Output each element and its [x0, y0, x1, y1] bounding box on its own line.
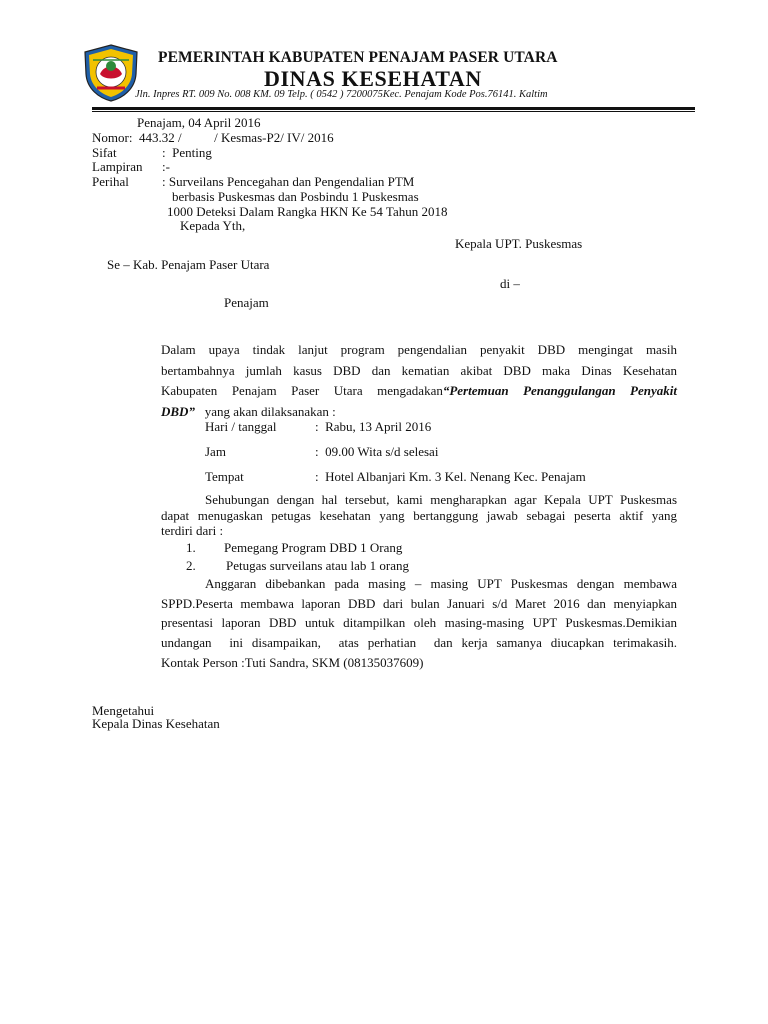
sifat-label: Sifat: [92, 145, 117, 160]
government-name: PEMERINTAH KABUPATEN PENAJAM PASER UTARA: [158, 49, 558, 66]
paragraph-line: SPPD.Peserta membawa laporan DBD dari bulan Januari s/d Maret 2016 dan menyiapkan: [161, 596, 677, 611]
paragraph-invitation: [161, 340, 677, 422]
list-item: Petugas surveilans atau lab 1 orang: [226, 558, 410, 573]
list-item: Pemegang Program DBD 1 Orang: [224, 540, 403, 555]
letterhead-rule-thick: [92, 107, 695, 110]
agency-address: Jln. Inpres RT. 009 No. 008 KM. 09 Telp. ( 0542 ) 7200075Kec. Penajam Kode Pos.76141. Kaltim: [135, 89, 548, 100]
agency-name: DINAS KESEHATAN: [264, 66, 482, 91]
paragraph-line: undangan ini disampaikan, atas perhatian dan kerja samanya diucapkan terimakasih.: [161, 635, 677, 650]
paragraph-line: Sehubungan dengan hal tersebut, kami mengharapkan agar Kepala UPT Puskesmas: [205, 492, 677, 507]
schedule-value: : Hotel Albanjari Km. 3 Kel. Nenang Kec. Penajam: [315, 469, 586, 484]
paragraph-line: Anggaran dibebankan pada masing – masing UPT Puskesmas dengan membawa: [205, 576, 677, 591]
schedule-value: : 09.00 Wita s/d selesai: [315, 444, 439, 459]
lampiran-value: :-: [162, 159, 170, 174]
list-number: 2.: [186, 558, 196, 573]
paragraph-line: presentasi laporan DBD untuk ditampilkan oleh masing-masing UPT Puskesmas.Demikian: [161, 615, 677, 630]
paragraph-text: yang akan dilaksanakan :: [204, 403, 336, 419]
paragraph-line: [161, 381, 677, 402]
kepada-yth: Kepada Yth,: [180, 218, 246, 233]
paragraph-line: bertambahnya jumlah kasus DBD dan kematian akibat DBD maka Dinas Kesehatan: [161, 362, 677, 378]
mengetahui: Mengetahui: [92, 703, 155, 718]
event-name: “Pertemuan Penanggulangan Penyakit: [442, 383, 677, 398]
place-date: Penajam, 04 April 2016: [137, 115, 261, 130]
nomor-label: Nomor:: [92, 130, 133, 145]
recipient-name: Kepala UPT. Puskesmas: [455, 236, 583, 251]
nomor-value: 443.32 / / Kesmas-P2/ IV/ 2016: [139, 130, 334, 145]
recipient-city: Penajam: [224, 295, 269, 310]
letterhead-rule-thin: [92, 111, 695, 112]
recipient-di: di –: [500, 276, 520, 291]
sifat-value: : Penting: [162, 145, 212, 160]
event-name: DBD”: [161, 403, 195, 419]
perihal-label: Perihal: [92, 174, 129, 189]
perihal-line: berbasis Puskesmas dan Posbindu 1 Puskesmas: [172, 189, 419, 204]
perihal-line: : Surveilans Pencegahan dan Pengendalian PTM: [162, 174, 415, 189]
schedule-label: Tempat: [205, 469, 244, 484]
lampiran-label: Lampiran: [92, 159, 143, 174]
schedule-label: Hari / tanggal: [205, 419, 277, 434]
perihal-line: 1000 Deteksi Dalam Rangka HKN Ke 54 Tahun 2018: [167, 204, 448, 219]
regency-emblem-icon: [83, 44, 139, 102]
recipient-region: Se – Kab. Penajam Paser Utara: [107, 257, 270, 272]
paragraph-line: terdiri dari :: [161, 523, 224, 538]
contact-person: Kontak Person :Tuti Sandra, SKM (08135037609): [161, 655, 424, 670]
list-number: 1.: [186, 540, 196, 555]
schedule-label: Jam: [205, 444, 226, 459]
paragraph-line: dapat menugaskan petugas kesehatan yang bertanggung jawab sebagai peserta aktif yang: [161, 508, 677, 523]
schedule-value: : Rabu, 13 April 2016: [315, 419, 432, 434]
paragraph-line: Dalam upaya tindak lanjut program pengendalian penyakit DBD mengingat masih: [161, 342, 677, 357]
paragraph-text: Kabupaten Penajam Paser Utara mengadakan: [161, 383, 443, 398]
signatory-title: Kepala Dinas Kesehatan: [92, 716, 220, 731]
